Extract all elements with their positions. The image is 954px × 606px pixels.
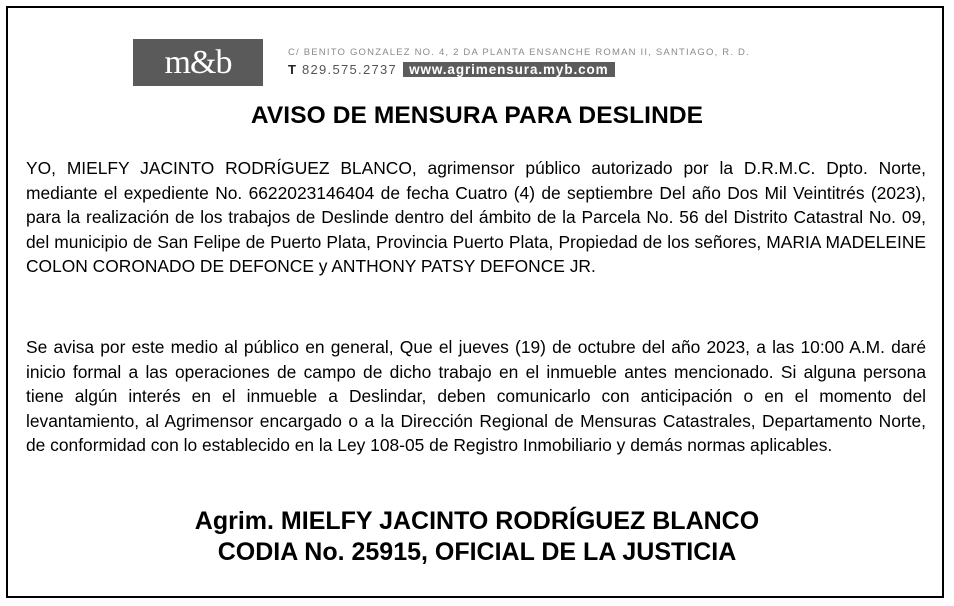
phone-number: 829.575.2737	[301, 61, 398, 77]
signature-name: Agrim. MIELFY JACINTO RODRÍGUEZ BLANCO	[194, 507, 760, 535]
notice-paragraph-1: YO, MIELFY JACINTO RODRÍGUEZ BLANCO, agrimensor público autorizado por la D.R.M.C. Dpto. Norte, mediante el expediente No. 6622023146404 de fecha Cuatro (4) de septiembre Del año Dos Mil Veintitrés (2023), para la realización de los trabajos de Deslinde dentro del ámbito de la Parcela No. 56 del Distrito Catastral No. 09, del municipio de San Felipe de Puerto Plata, Provincia Puerto Plata, Propiedad de los señores, MARIA MADELEINE COLON CORONADO DE DEFONCE y ANTHONY PATSY DEFONCE JR.	[26, 158, 926, 276]
website-link[interactable]: www.agrimensura.myb.com	[403, 62, 615, 77]
contact-row	[288, 61, 615, 77]
letterhead	[133, 39, 813, 87]
notice-title: AVISO DE MENSURA PARA DESLINDE	[250, 102, 704, 129]
company-logo	[133, 39, 263, 86]
signature-credential: CODIA No. 25915, OFICIAL DE LA JUSTICIA	[217, 538, 737, 566]
phone-label: T	[288, 61, 296, 77]
logo-text: m&b	[164, 44, 232, 81]
company-address: C/ BENITO GONZALEZ NO. 4, 2 DA PLANTA ENSANCHE ROMAN II, SANTIAGO, R. D.	[288, 47, 750, 58]
notice-paragraph-2: Se avisa por este medio al público en general, Que el jueves (19) de octubre del año 2023, a las 10:00 A.M. daré inicio formal a las operaciones de campo de dicho trabajo en el inmueble antes mencionado. Si alguna persona tiene algún interés en el inmueble a Deslindar, deben comunicarlo con anticipación o en el momento del levantamiento, al Agrimensor encargado o a la Dirección Regional de Mensuras Catastrales, Departamento Norte, de conformidad con lo establecido en la Ley 108-05 de Registro Inmobiliario y demás normas aplicables.	[26, 337, 926, 455]
